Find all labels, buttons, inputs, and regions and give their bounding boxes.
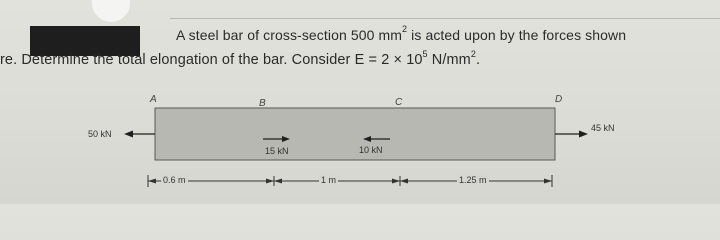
- right-force-arrow: [555, 131, 588, 138]
- line2-exponent: 5: [422, 49, 428, 59]
- line1-superscript: 2: [402, 24, 408, 34]
- section-label-d: D: [555, 94, 563, 105]
- dimension-label-cd: 1.25 m: [459, 175, 487, 185]
- line2-text-a: re. Determine the total elongation of the bar. Consider E = 2 × 10: [0, 52, 423, 68]
- section-label-b: B: [259, 98, 266, 109]
- dimension-label-bc: 1 m: [321, 175, 337, 185]
- steel-bar: [155, 108, 555, 160]
- dimension-label-ab: 0.6 m: [163, 175, 186, 185]
- line1-text-a: A steel bar of cross-section 500 mm: [176, 27, 403, 43]
- line2-superscript: 2: [470, 49, 476, 59]
- dimension-line: [148, 175, 552, 187]
- line1-text-b: is acted upon by the forces shown: [407, 27, 627, 43]
- line2-text-c: .: [475, 52, 481, 68]
- right-force-label: 45 kN: [591, 123, 615, 133]
- section-label-a: A: [150, 94, 157, 105]
- left-force-label: 50 kN: [88, 129, 112, 139]
- section-label-c: C: [395, 97, 403, 108]
- c-force-label: 10 kN: [359, 145, 383, 155]
- b-force-label: 15 kN: [265, 146, 289, 156]
- left-force-arrow: [124, 131, 155, 138]
- line2-text-b: N/mm: [427, 52, 471, 68]
